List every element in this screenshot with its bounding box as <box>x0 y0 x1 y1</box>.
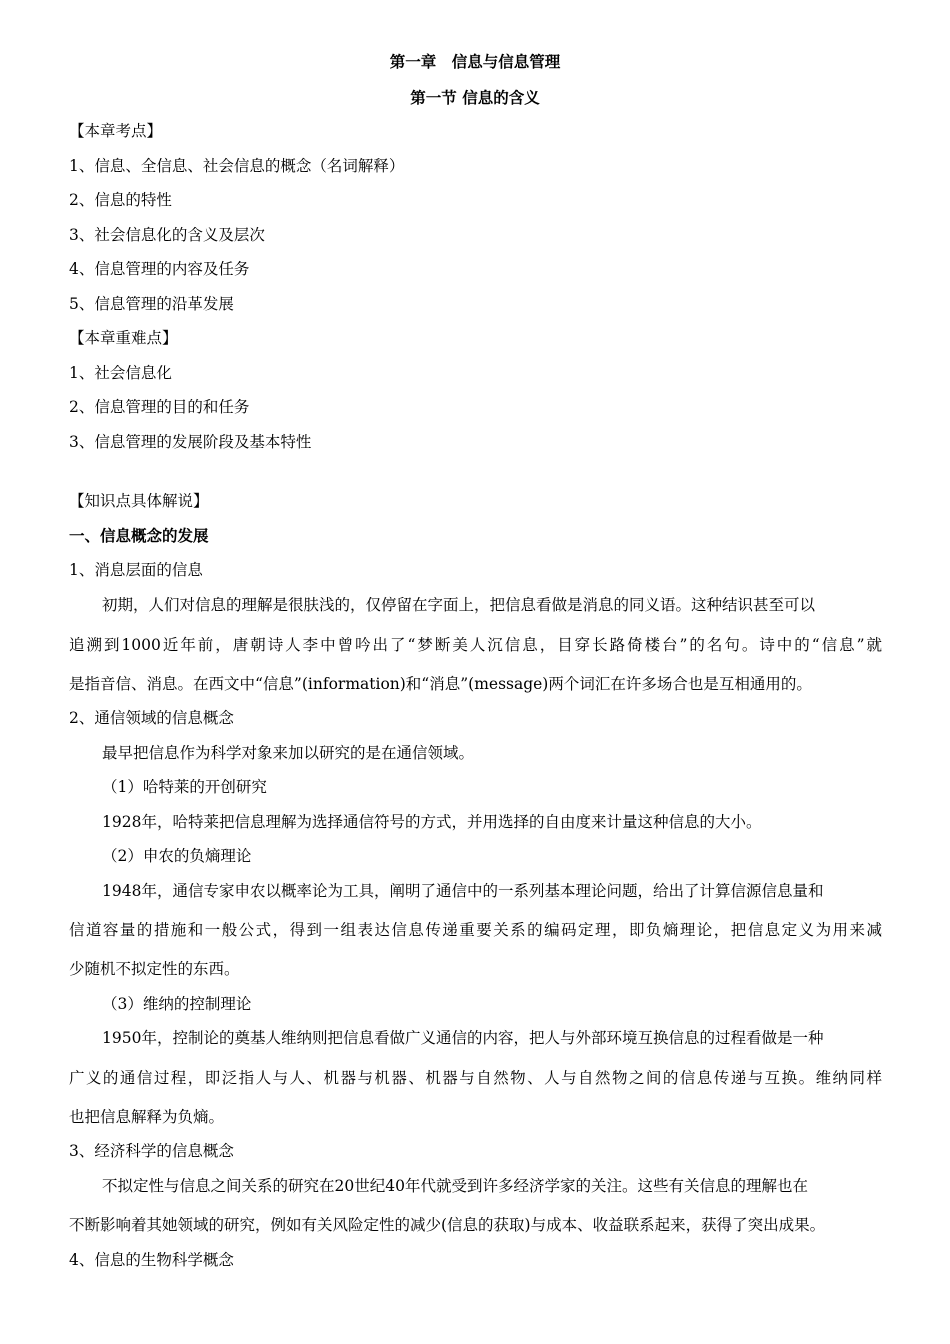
subsection-title: 1、消息层面的信息 <box>69 561 203 579</box>
paragraph-line: 不断影响着其她领域的研究，例如有关风险定性的减少(信息的获取)与成本、收益联系起来，获得了突出成果。 <box>69 1216 826 1234</box>
paragraph-line: 追溯到1000近年前，唐朝诗人李中曾吟出了“梦断美人沉信息，目穿长路倚楼台”的名句。诗中的“信息”就 <box>69 636 882 654</box>
paragraph-line: 最早把信息作为科学对象来加以研究的是在通信领域。 <box>102 744 475 762</box>
paragraph-line: 初期，人们对信息的理解是很肤浅的，仅停留在字面上，把信息看做是消息的同义语。这种结识甚至可以 <box>102 596 816 614</box>
section-title: 第一节 信息的含义 <box>410 89 540 107</box>
difficult-point-item: 3、信息管理的发展阶段及基本特性 <box>69 433 312 451</box>
difficult-point-item: 1、社会信息化 <box>69 364 172 382</box>
paragraph-line: 1950年，控制论的奠基人维纳则把信息看做广义通信的内容，把人与外部环境互换信息的过程看做是一种 <box>102 1029 824 1047</box>
paragraph-line: 1928年，哈特莱把信息理解为选择通信符号的方式，并用选择的自由度来计量这种信息的大小。 <box>102 813 762 831</box>
sub-item-title: （1）哈特莱的开创研究 <box>102 778 267 796</box>
paragraph-line: 信道容量的措施和一般公式，得到一组表达信息传递重要关系的编码定理，即负熵理论，把信息定义为用来减 <box>69 921 882 939</box>
chapter-title: 第一章 信息与信息管理 <box>389 53 561 71</box>
paragraph-line: 少随机不拟定性的东西。 <box>69 960 240 978</box>
exam-points-heading: 【本章考点】 <box>69 122 163 140</box>
paragraph-line: 是指音信、消息。在西文中“信息”(information)和“消息”(message)两个词汇在许多场合也是互相通用的。 <box>69 675 812 693</box>
paragraph-line: 广义的通信过程，即泛指人与人、机器与机器、机器与自然物、人与自然物之间的信息传递与互换。维纳同样 <box>69 1069 882 1087</box>
exam-point-item: 2、信息的特性 <box>69 191 172 209</box>
exam-point-item: 1、信息、全信息、社会信息的概念（名词解释） <box>69 157 405 175</box>
sub-item-title: （2）申农的负熵理论 <box>102 847 252 865</box>
subsection-title: 2、通信领域的信息概念 <box>69 709 234 727</box>
exam-point-item: 5、信息管理的沿革发展 <box>69 295 234 313</box>
paragraph-line: 不拟定性与信息之间关系的研究在20世纪40年代就受到许多经济学家的关注。这些有关信息的理解也在 <box>102 1177 808 1195</box>
subsection-title: 4、信息的生物科学概念 <box>69 1251 234 1269</box>
difficult-point-item: 2、信息管理的目的和任务 <box>69 398 250 416</box>
exam-point-item: 4、信息管理的内容及任务 <box>69 260 250 278</box>
part-title: 一、信息概念的发展 <box>69 527 209 545</box>
sub-item-title: （3）维纳的控制理论 <box>102 995 252 1013</box>
paragraph-line: 也把信息解释为负熵。 <box>69 1108 225 1126</box>
exam-point-item: 3、社会信息化的含义及层次 <box>69 226 265 244</box>
paragraph-line: 1948年，通信专家申农以概率论为工具，阐明了通信中的一系列基本理论问题，给出了计算信源信息量和 <box>102 882 824 900</box>
subsection-title: 3、经济科学的信息概念 <box>69 1142 234 1160</box>
difficult-points-heading: 【本章重难点】 <box>69 329 178 347</box>
knowledge-heading: 【知识点具体解说】 <box>69 492 209 510</box>
